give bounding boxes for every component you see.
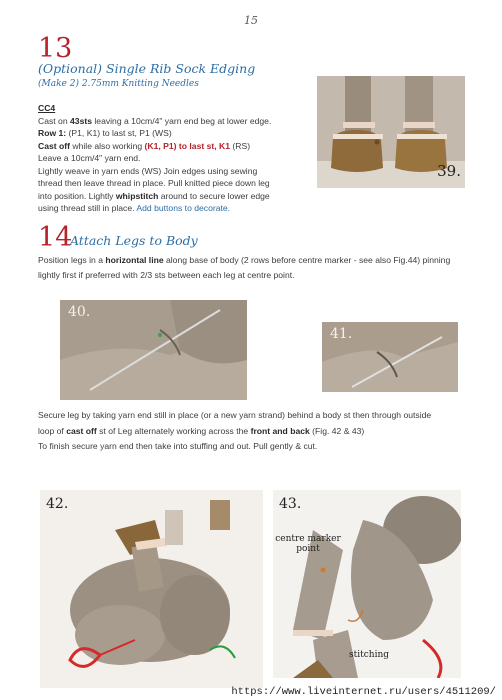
text-fragment: (Fig. 42 & 43): [309, 425, 365, 436]
text-fragment: Row 1:: [38, 128, 67, 138]
figure-40-label: 40.: [68, 304, 91, 320]
text-fragment: cast off: [66, 425, 97, 436]
step-14-paragraph-2: [38, 408, 478, 455]
text-fragment: horizontal line: [105, 255, 164, 265]
text-fragment: front and back: [250, 425, 310, 436]
step-13-instructions: [38, 102, 300, 215]
text-line: To finish secure yarn end then take into stuffing and out. Pull gently & cut.: [38, 441, 318, 451]
figure-43-photo: [273, 490, 461, 678]
text-fragment: (P1, K1) to last st, P1 (WS): [66, 128, 172, 138]
step-13-subtitle: (Make 2) 2.75mm Knitting Needles: [38, 79, 199, 89]
page-number: 15: [244, 14, 258, 27]
step-14-paragraph-1: [38, 253, 468, 283]
figure-41-label: 41.: [330, 326, 353, 342]
text-fragment: (RS): [230, 140, 251, 151]
text-fragment: Cast on: [38, 115, 71, 126]
step-14-title: Attach Legs to Body: [70, 233, 198, 248]
size-code: CC4: [38, 103, 56, 113]
text-line: Leave a 10cm/4" yarn end.: [38, 153, 141, 163]
text-fragment: whipstitch: [115, 190, 159, 201]
text-line: lightly first if preferred with 2/3 sts between each leg at centre point.: [38, 270, 295, 280]
text-fragment: Position legs in a: [38, 255, 106, 265]
text-fragment: using thread still in place.: [38, 203, 137, 213]
text-fragment: into position. Lightly: [38, 190, 116, 201]
figure-39-label: 39.: [437, 162, 461, 180]
figure-43-annotation-stitching: stitching: [349, 650, 390, 660]
figure-42-photo: [40, 490, 263, 688]
figure-39-photo: [317, 76, 465, 188]
text-fragment: Cast off: [38, 140, 70, 151]
step-13-title: (Optional) Single Rib Sock Edging: [38, 61, 256, 76]
text-line: thread then leave thread in place. Pull knitted piece down leg: [38, 178, 270, 188]
text-fragment: Add buttons to decorate.: [136, 203, 231, 213]
step-14-number: 14: [38, 222, 73, 253]
text-fragment: 43sts: [70, 115, 92, 126]
figure-43-annotation-centre-marker: centre marker point: [275, 534, 341, 554]
text-fragment: leaving a 10cm/4" yarn end beg at lower edge.: [92, 115, 272, 126]
figure-42-label: 42.: [46, 496, 69, 512]
figure-40-photo: [60, 300, 247, 400]
figure-41-photo: [322, 322, 458, 392]
text-fragment: around to secure lower edge: [158, 190, 270, 201]
text-fragment: while also working: [70, 140, 145, 151]
text-fragment: st of Leg alternately working across the: [96, 425, 251, 436]
text-line: Secure leg by taking yarn end still in place (or a new yarn strand) behind a body st then through outside: [38, 410, 432, 420]
figure-43-label: 43.: [279, 496, 302, 512]
text-fragment: along base of body (2 rows before centre marker - see also Fig.44) pinning: [163, 255, 451, 265]
footer-url: https://www.liveinternet.ru/users/4511209/: [231, 686, 496, 698]
text-fragment: loop of: [38, 425, 67, 436]
text-line: Lightly weave in yarn ends (WS) Join edges using sewing: [38, 165, 258, 176]
text-fragment: (K1, P1) to last st, K1: [144, 140, 230, 151]
step-13-number: 13: [38, 33, 73, 64]
